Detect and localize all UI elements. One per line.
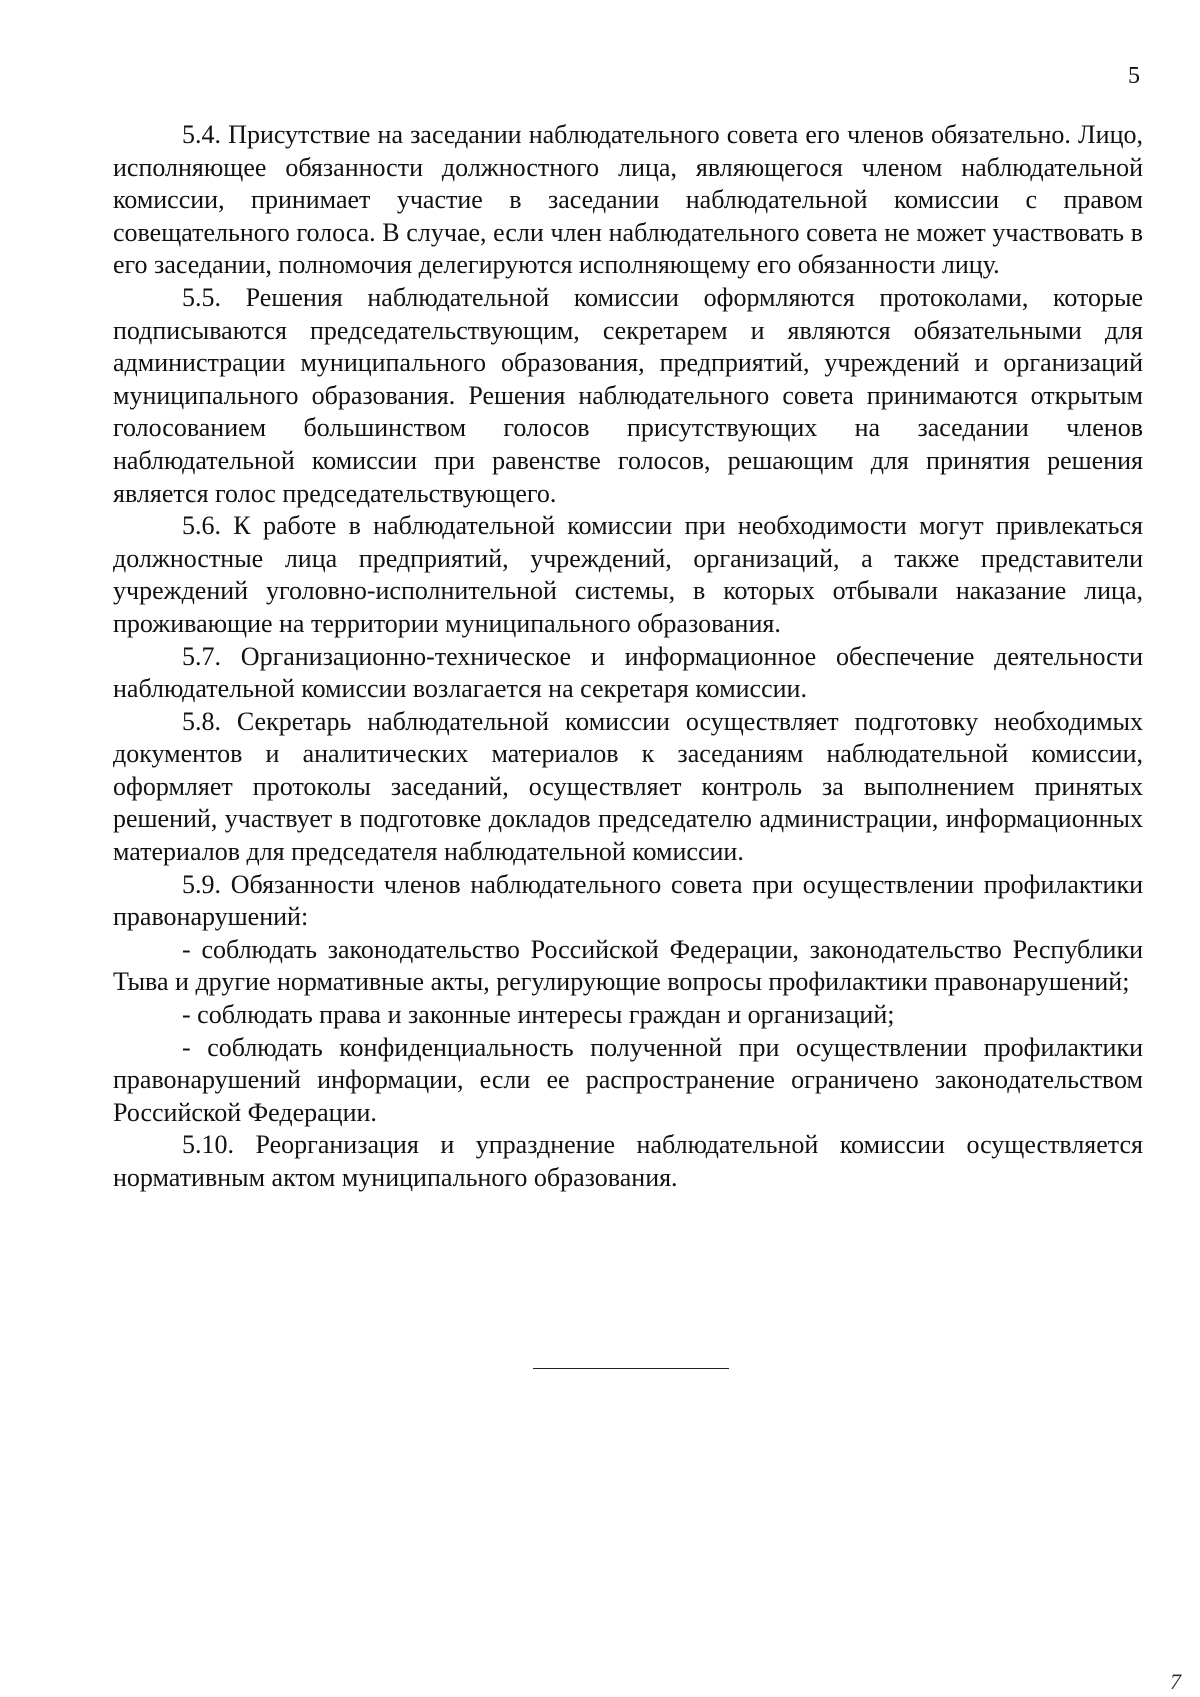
paragraph-5-5: 5.5. Решения наблюдательной комиссии оформляются протоколами, которые подписываются председательствующим, секретарем и являются обязательными для администрации муниципального образования, предприятий, учреждений и организаций муниципального образования. Решения наблюдательного совета принимаются открытым голосованием большинством голосов присутствующих на заседании членов наблюдательной комиссии при равенстве голосов, решающим для принятия решения является голос председательствующего. bbox=[113, 282, 1143, 508]
document-body bbox=[113, 119, 1143, 1195]
paragraph-5-6: 5.6. К работе в наблюдательной комиссии при необходимости могут привлекаться должностные лица предприятий, учреждений, организаций, а также представители учреждений уголовно-исполнительной системы, в которых отбывали наказание лица, проживающие на территории муниципального образования. bbox=[113, 511, 1143, 638]
paragraph-5-4: 5.4. Присутствие на заседании наблюдательного совета его членов обязательно. Лицо, исполняющее обязанности должностного лица, являющегося членом наблюдательной комиссии, принимает участие в заседании наблюдательной комиссии с правом совещательного голоса. В случае, если член наблюдательного совета не может участвовать в его заседании, полномочия делегируются исполняющему его обязанности лицу. bbox=[113, 120, 1143, 280]
paragraph-5-9: 5.9. Обязанности членов наблюдательного совета при осуществлении профилактики правонарушений: bbox=[113, 869, 1143, 932]
page-number: 5 bbox=[1128, 63, 1140, 89]
end-of-document-rule bbox=[533, 1368, 729, 1369]
handwritten-page-mark: 7 bbox=[1170, 1669, 1181, 1694]
list-item-legislation: - соблюдать законодательство Российской Федерации, законодательство Республики Тыва и другие нормативные акты, регулирующие вопросы профилактики правонарушений; bbox=[113, 934, 1143, 997]
paragraph-5-10: 5.10. Реорганизация и упразднение наблюдательной комиссии осуществляется нормативным актом муниципального образования. bbox=[113, 1130, 1143, 1192]
paragraph-5-8: 5.8. Секретарь наблюдательной комиссии осуществляет подготовку необходимых документов и аналитических материалов к заседаниям наблюдательной комиссии, оформляет протоколы заседаний, осуществляет контроль за выполнением принятых решений, участвует в подготовке докладов председателю администрации, информационных материалов для председателя наблюдательной комиссии. bbox=[113, 706, 1143, 867]
list-item-rights: - соблюдать права и законные интересы граждан и организаций; bbox=[182, 1000, 895, 1030]
paragraph-5-7: 5.7. Организационно-техническое и информационное обеспечение деятельности наблюдательной комиссии возлагается на секретаря комиссии. bbox=[113, 641, 1143, 704]
list-item-confidentiality: - соблюдать конфиденциальность полученной при осуществлении профилактики правонарушений информации, если ее распространение ограничено законодательством Российской Федерации. bbox=[113, 1032, 1143, 1127]
